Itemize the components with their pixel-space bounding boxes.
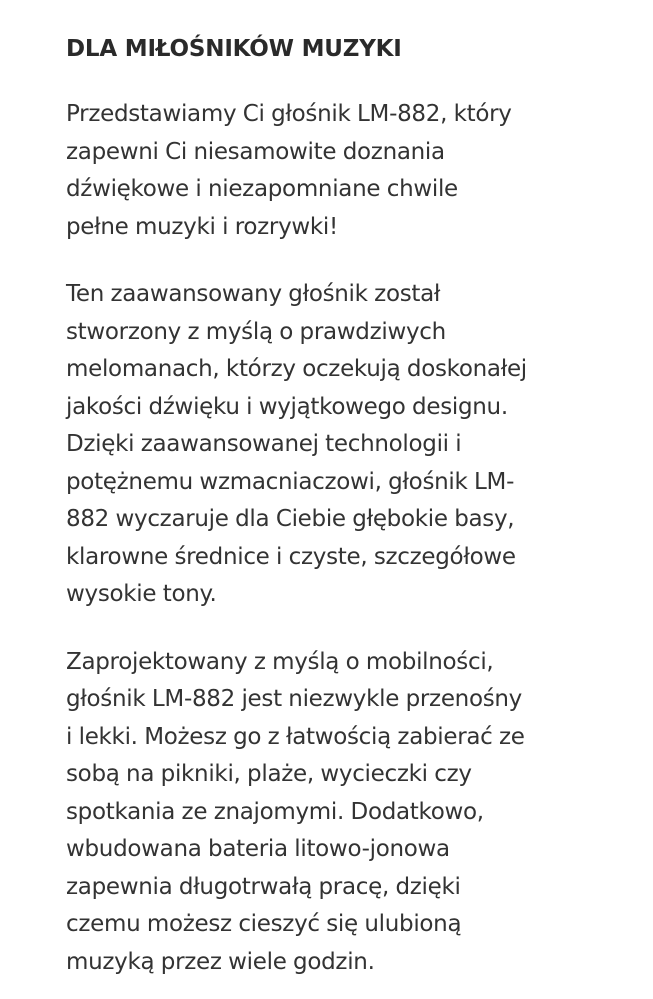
text-line: muzyką przez wiele godzin.	[66, 948, 375, 975]
text-line: wbudowana bateria litowo-jonowa	[66, 836, 450, 862]
text-line: klarowne średnice i czyste, szczegółowe	[66, 543, 516, 570]
text-line: czemu możesz cieszyć się ulubioną	[66, 911, 462, 937]
section-heading: DLA MIŁOŚNIKÓW MUZYKI	[66, 36, 402, 62]
text-line: pełne muzyki i rozrywki!	[66, 213, 338, 240]
paragraph-sound-quality	[66, 276, 636, 614]
paragraph-intro	[66, 96, 636, 246]
text-line: Ten zaawansowany głośnik został	[66, 281, 441, 307]
text-line: dźwiękowe i niezapomniane chwile	[66, 176, 458, 202]
text-line: sobą na pikniki, plaże, wycieczki czy	[66, 761, 472, 787]
text-line: Przedstawiamy Ci głośnik LM-882, który	[66, 101, 512, 127]
text-line: i lekki. Możesz go z łatwością zabierać ze	[66, 723, 525, 750]
text-line: 882 wyczaruje dla Ciebie głębokie basy,	[66, 506, 515, 532]
text-line: Dzięki zaawansowanej technologii i	[66, 431, 462, 457]
text-line: zapewni Ci niesamowite doznania	[66, 138, 445, 165]
product-description	[66, 0, 636, 981]
text-line: głośnik LM-882 jest niezwykle przenośny	[66, 686, 522, 712]
text-line: zapewnia długotrwałą pracę, dzięki	[66, 873, 461, 900]
text-line: spotkania ze znajomymi. Dodatkowo,	[66, 798, 484, 825]
text-line: wysokie tony.	[66, 581, 217, 607]
text-line: jakości dźwięku i wyjątkowego designu.	[66, 393, 508, 420]
text-line: stworzony z myślą o prawdziwych	[66, 318, 446, 345]
text-line: Zaprojektowany z myślą o mobilności,	[66, 648, 494, 675]
paragraph-mobility	[66, 644, 636, 982]
text-line: potężnemu wzmacniaczowi, głośnik LM-	[66, 468, 515, 495]
text-line: melomanach, którzy oczekują doskonałej	[66, 356, 527, 382]
